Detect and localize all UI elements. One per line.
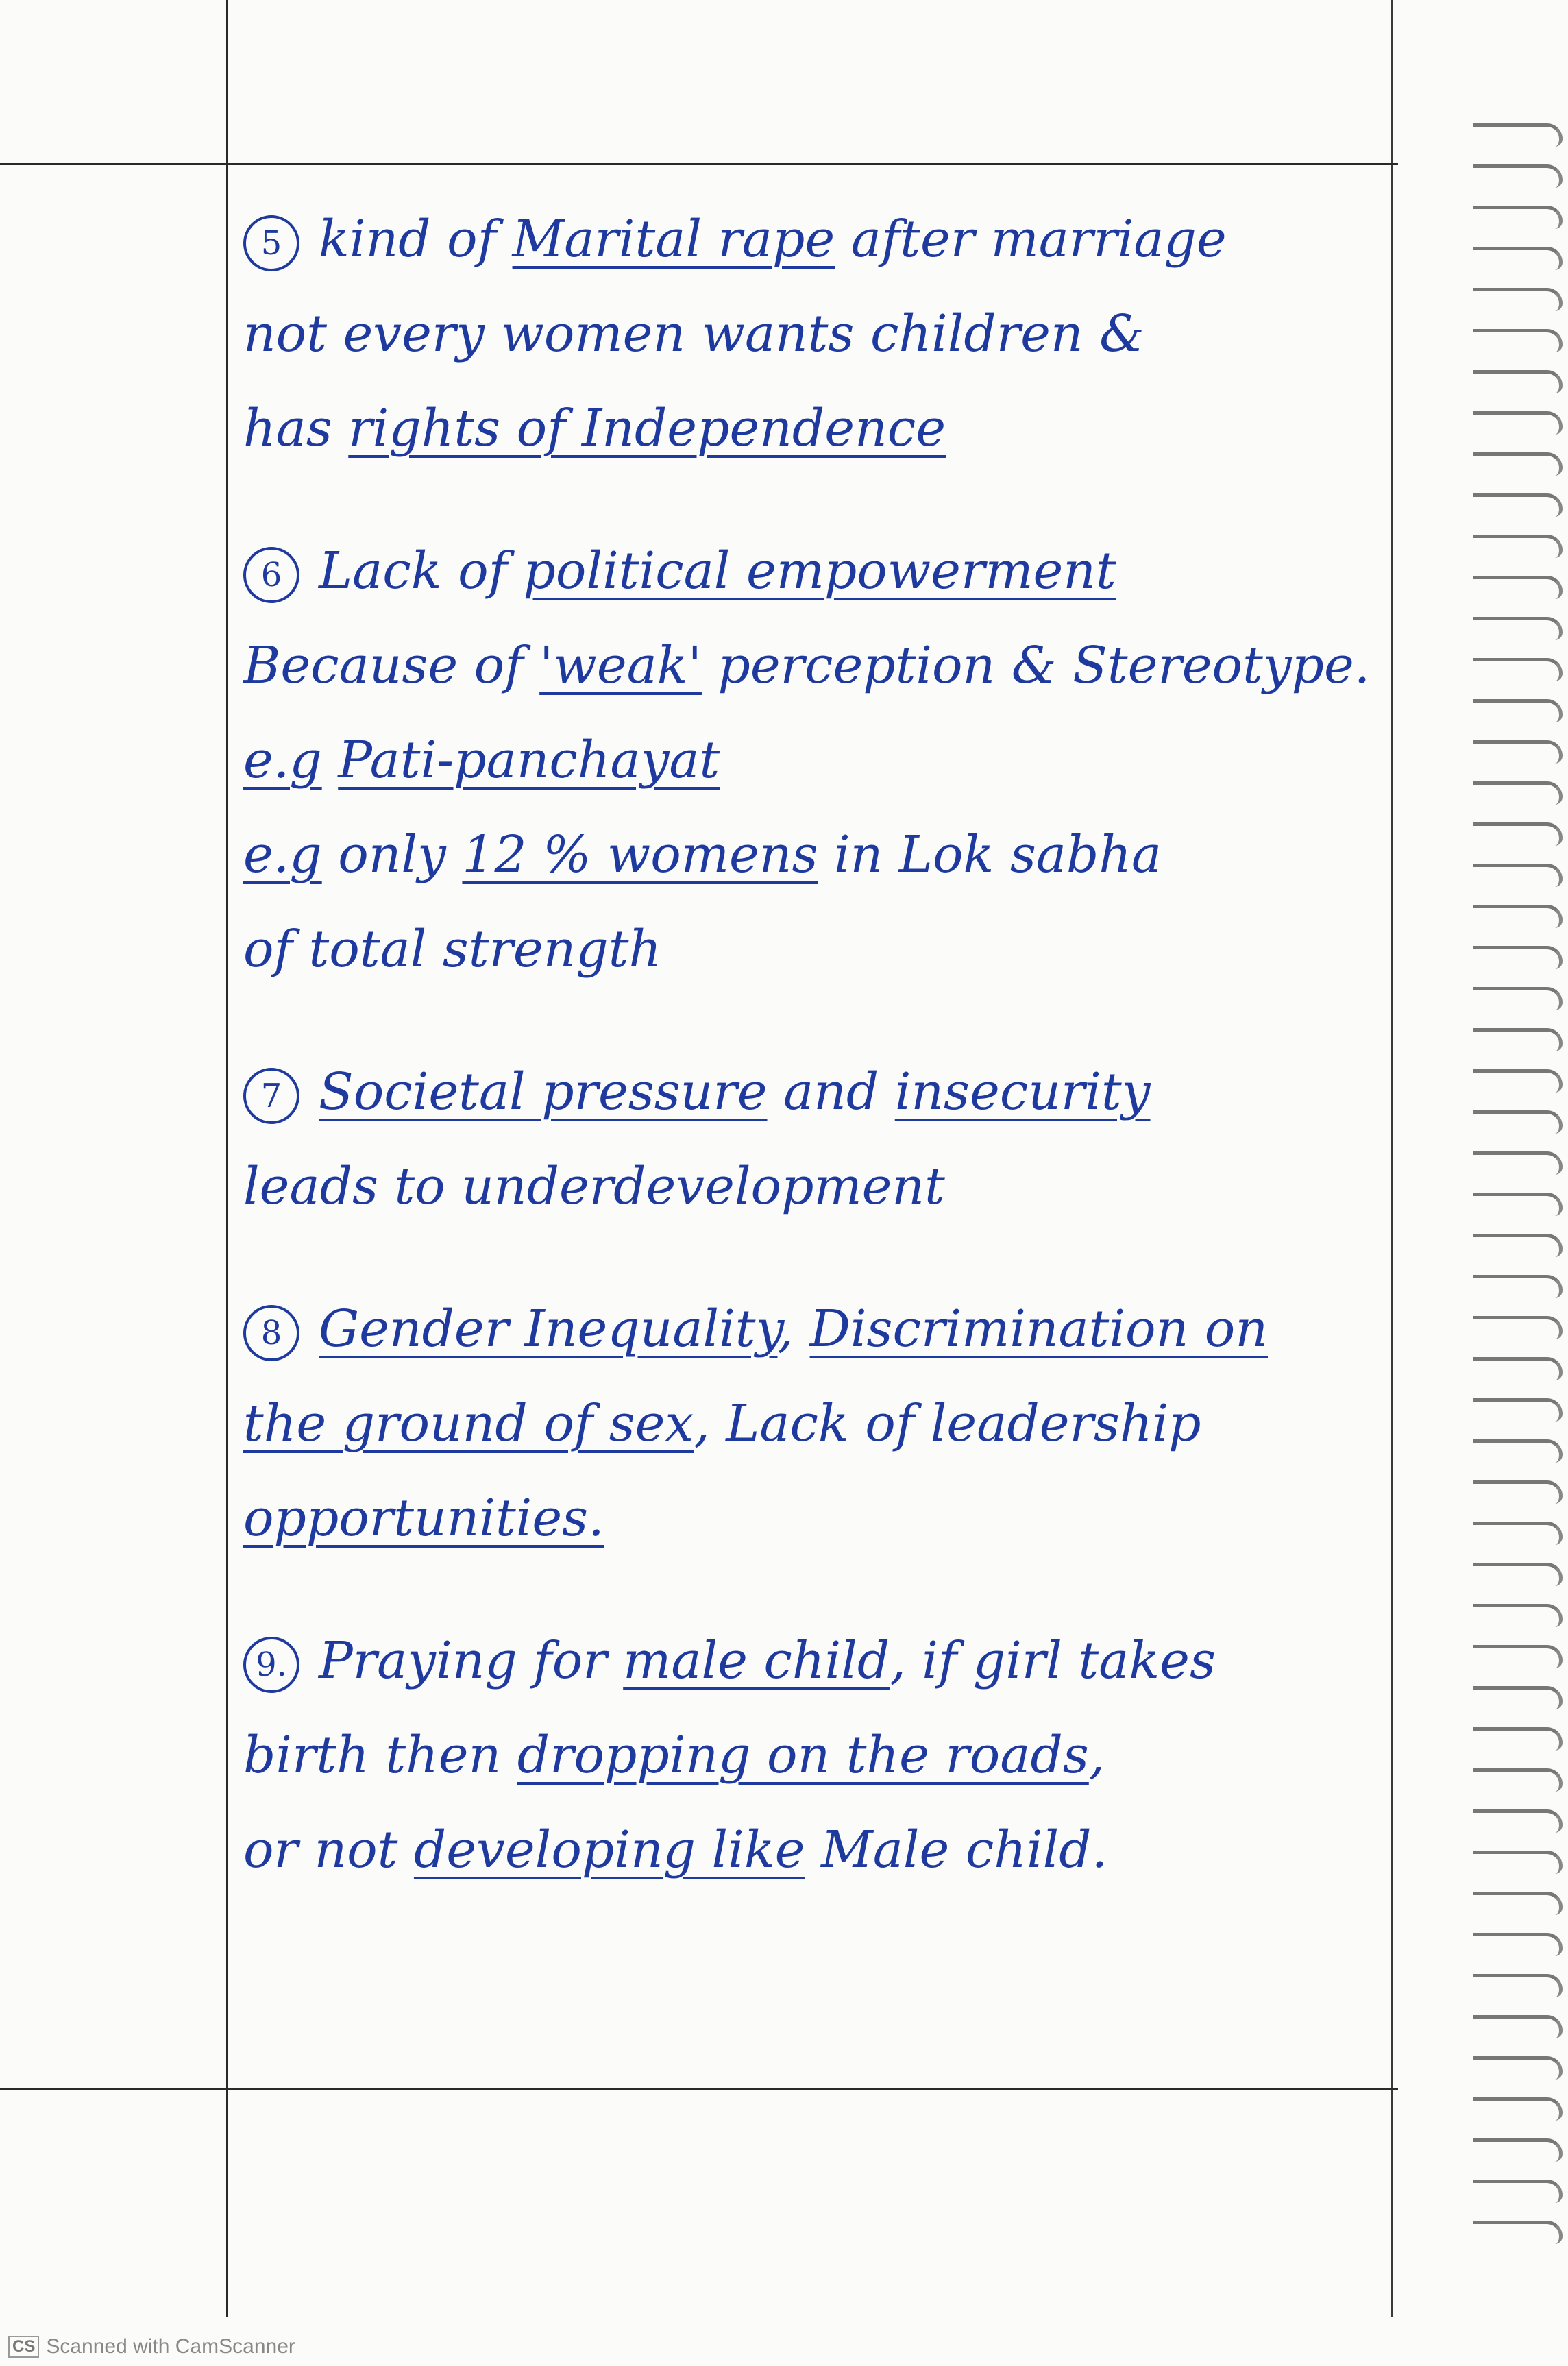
- spiral-ring: [1473, 2221, 1563, 2244]
- underlined-text: Pati-panchayat: [338, 731, 720, 790]
- spiral-ring: [1473, 1316, 1563, 1339]
- spiral-ring: [1473, 2097, 1563, 2121]
- spiral-ring: [1473, 1151, 1563, 1175]
- spiral-ring: [1473, 1069, 1563, 1093]
- spiral-ring: [1473, 1480, 1563, 1504]
- note-line: [243, 192, 1367, 286]
- spiral-ring: [1473, 1563, 1563, 1586]
- note-text: birth then: [243, 1726, 517, 1785]
- note-text: perception & Stereotype.: [701, 636, 1371, 695]
- note-text: Male child.: [805, 1820, 1108, 1879]
- note-text: , if girl takes: [890, 1631, 1216, 1690]
- spiral-ring: [1473, 123, 1563, 147]
- underlined-text: opportunities.: [243, 1489, 604, 1548]
- spiral-ring: [1473, 1275, 1563, 1298]
- spiral-ring: [1473, 987, 1563, 1010]
- note-text: Lack of: [319, 541, 524, 600]
- note-line: [243, 1045, 1367, 1139]
- note-text: or not: [243, 1820, 414, 1879]
- note-line: [243, 1613, 1367, 1708]
- note-item: [243, 1045, 1367, 1234]
- note-line: [243, 1282, 1367, 1376]
- note-line: [243, 1803, 1367, 1897]
- note-text: , Lack of leadership: [694, 1394, 1201, 1453]
- note-text: ,: [777, 1300, 810, 1358]
- spiral-ring: [1473, 329, 1563, 352]
- item-number: 7: [243, 1068, 299, 1124]
- spiral-ring: [1473, 1686, 1563, 1709]
- spiral-ring: [1473, 1645, 1563, 1668]
- note-text: Praying for: [319, 1631, 624, 1690]
- spiral-ring: [1473, 247, 1563, 270]
- page-edge-line: [1391, 0, 1393, 2317]
- spiral-binding: [1473, 123, 1568, 2282]
- note-text: of total strength: [243, 920, 662, 979]
- spiral-ring: [1473, 2015, 1563, 2038]
- spiral-ring: [1473, 1234, 1563, 1257]
- note-text: not every women wants children &: [243, 304, 1144, 363]
- underlined-text: male child: [623, 1631, 890, 1690]
- note-line: [243, 1139, 1367, 1234]
- camscanner-logo: CS: [8, 2336, 39, 2358]
- margin-line: [226, 0, 228, 2317]
- item-number: 9.: [243, 1637, 299, 1693]
- underlined-text: insecurity: [894, 1062, 1151, 1121]
- note-text: kind of: [319, 210, 513, 269]
- spiral-ring: [1473, 1110, 1563, 1134]
- watermark-text: Scanned with CamScanner: [46, 2335, 295, 2358]
- note-text: Because of: [243, 636, 540, 695]
- spiral-ring: [1473, 411, 1563, 435]
- spiral-ring: [1473, 1851, 1563, 1874]
- underlined-text: political empowerment: [523, 541, 1116, 600]
- note-line: [243, 807, 1367, 902]
- note-line: [243, 381, 1367, 476]
- spiral-ring: [1473, 2138, 1563, 2162]
- underlined-text: 12 % womens: [462, 825, 818, 884]
- note-line: [243, 713, 1367, 807]
- item-number: 5: [243, 215, 299, 271]
- spiral-ring: [1473, 1727, 1563, 1751]
- item-number: 8: [243, 1305, 299, 1361]
- note-text: has: [243, 399, 349, 458]
- spiral-ring: [1473, 1522, 1563, 1545]
- underlined-text: Gender Inequality: [319, 1300, 778, 1358]
- spiral-ring: [1473, 1357, 1563, 1380]
- spiral-ring: [1473, 1974, 1563, 1997]
- underlined-text: dropping on the roads: [517, 1726, 1089, 1785]
- spiral-ring: [1473, 370, 1563, 393]
- note-text: [322, 731, 339, 790]
- note-line: [243, 618, 1371, 713]
- spiral-ring: [1473, 493, 1563, 517]
- spiral-ring: [1473, 905, 1563, 928]
- spiral-ring: [1473, 452, 1563, 476]
- spiral-ring: [1473, 1892, 1563, 1915]
- spiral-ring: [1473, 206, 1563, 229]
- spiral-ring: [1473, 1439, 1563, 1463]
- spiral-ring: [1473, 822, 1563, 846]
- note-text: ,: [1088, 1726, 1105, 1785]
- spiral-ring: [1473, 576, 1563, 599]
- underlined-text: developing like: [413, 1820, 805, 1879]
- underlined-text: e.g: [243, 731, 322, 790]
- note-line: [243, 902, 1367, 997]
- note-line: [243, 524, 1367, 618]
- bottom-rule-line: [0, 2088, 1398, 2090]
- underlined-text: Societal pressure: [319, 1062, 768, 1121]
- spiral-ring: [1473, 2180, 1563, 2203]
- spiral-ring: [1473, 1933, 1563, 1956]
- spiral-ring: [1473, 1193, 1563, 1216]
- item-number: 6: [243, 547, 299, 603]
- spiral-ring: [1473, 617, 1563, 640]
- spiral-ring: [1473, 658, 1563, 681]
- spiral-ring: [1473, 288, 1563, 311]
- note-text: after marriage: [835, 210, 1227, 269]
- scanner-watermark: [0, 2328, 1568, 2366]
- handwritten-notes: [243, 192, 1371, 1945]
- spiral-ring: [1473, 740, 1563, 764]
- underlined-text: Marital rape: [512, 210, 835, 269]
- spiral-ring: [1473, 2056, 1563, 2080]
- note-line: [243, 1471, 1367, 1565]
- top-rule-line: [0, 163, 1398, 165]
- underlined-text: e.g: [243, 825, 322, 884]
- spiral-ring: [1473, 164, 1563, 188]
- spiral-ring: [1473, 864, 1563, 887]
- spiral-ring: [1473, 1768, 1563, 1792]
- spiral-ring: [1473, 1809, 1563, 1833]
- note-item: [243, 192, 1367, 476]
- note-item: [243, 1613, 1367, 1897]
- underlined-text: rights of Independence: [348, 399, 946, 458]
- spiral-ring: [1473, 535, 1563, 558]
- spiral-ring: [1473, 781, 1563, 805]
- underlined-text: the ground of sex: [243, 1394, 694, 1453]
- note-line: [243, 1376, 1367, 1471]
- note-text: leads to underdevelopment: [243, 1157, 945, 1216]
- spiral-ring: [1473, 946, 1563, 969]
- note-line: [243, 1708, 1367, 1803]
- spiral-ring: [1473, 1604, 1563, 1627]
- note-line: [243, 286, 1367, 381]
- underlined-text: Discrimination on: [809, 1300, 1268, 1358]
- note-text: in Lok sabha: [818, 825, 1162, 884]
- spiral-ring: [1473, 1398, 1563, 1422]
- note-item: [243, 524, 1371, 997]
- underlined-text: 'weak': [539, 636, 702, 695]
- note-item: [243, 1282, 1367, 1565]
- note-text: and: [767, 1062, 895, 1121]
- spiral-ring: [1473, 1028, 1563, 1051]
- spiral-ring: [1473, 699, 1563, 722]
- note-text: only: [321, 825, 463, 884]
